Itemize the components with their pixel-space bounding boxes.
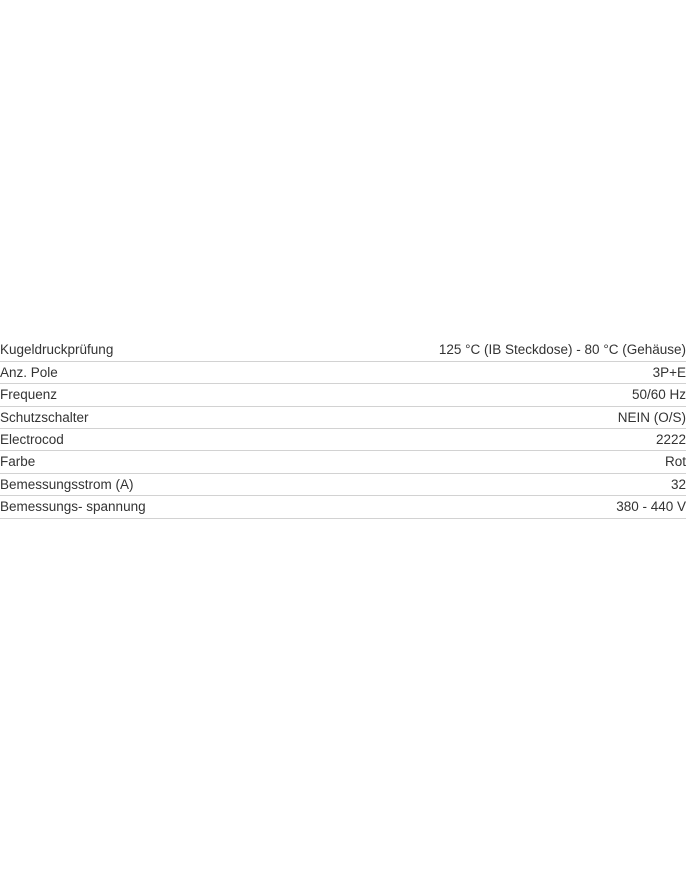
table-row (0, 406, 686, 428)
spec-value-frequenz: 50/60 Hz (330, 384, 686, 406)
spec-value-electrocod: 2222 (330, 429, 686, 451)
spec-value-kugeldruckpruefung: 125 °C (IB Steckdose) - 80 °C (Gehäuse) (330, 339, 686, 361)
spec-value-anz-pole: 3P+E (330, 361, 686, 383)
table-row (0, 339, 686, 361)
spec-value-schutzschalter: NEIN (O/S) (330, 406, 686, 428)
spec-label-bemessungsstrom: Bemessungsstrom (A) (0, 473, 330, 495)
table-row (0, 384, 686, 406)
spec-label-schutzschalter: Schutzschalter (0, 406, 330, 428)
spec-label-farbe: Farbe (0, 451, 330, 473)
spec-label-kugeldruckpruefung: Kugeldruckprüfung (0, 339, 330, 361)
spec-label-electrocod: Electrocod (0, 429, 330, 451)
spec-value-bemessungsstrom: 32 (330, 473, 686, 495)
spec-label-anz-pole: Anz. Pole (0, 361, 330, 383)
table-row (0, 451, 686, 473)
spec-value-farbe: Rot (330, 451, 686, 473)
table-row (0, 429, 686, 451)
table-row (0, 473, 686, 495)
specification-sheet (0, 339, 686, 519)
spec-label-bemessungsspannung: Bemessungs- spannung (0, 496, 330, 518)
spec-label-frequenz: Frequenz (0, 384, 330, 406)
specification-table (0, 339, 686, 519)
table-row (0, 361, 686, 383)
specification-table-body (0, 339, 686, 518)
spec-value-bemessungsspannung: 380 - 440 V (330, 496, 686, 518)
table-row (0, 496, 686, 518)
